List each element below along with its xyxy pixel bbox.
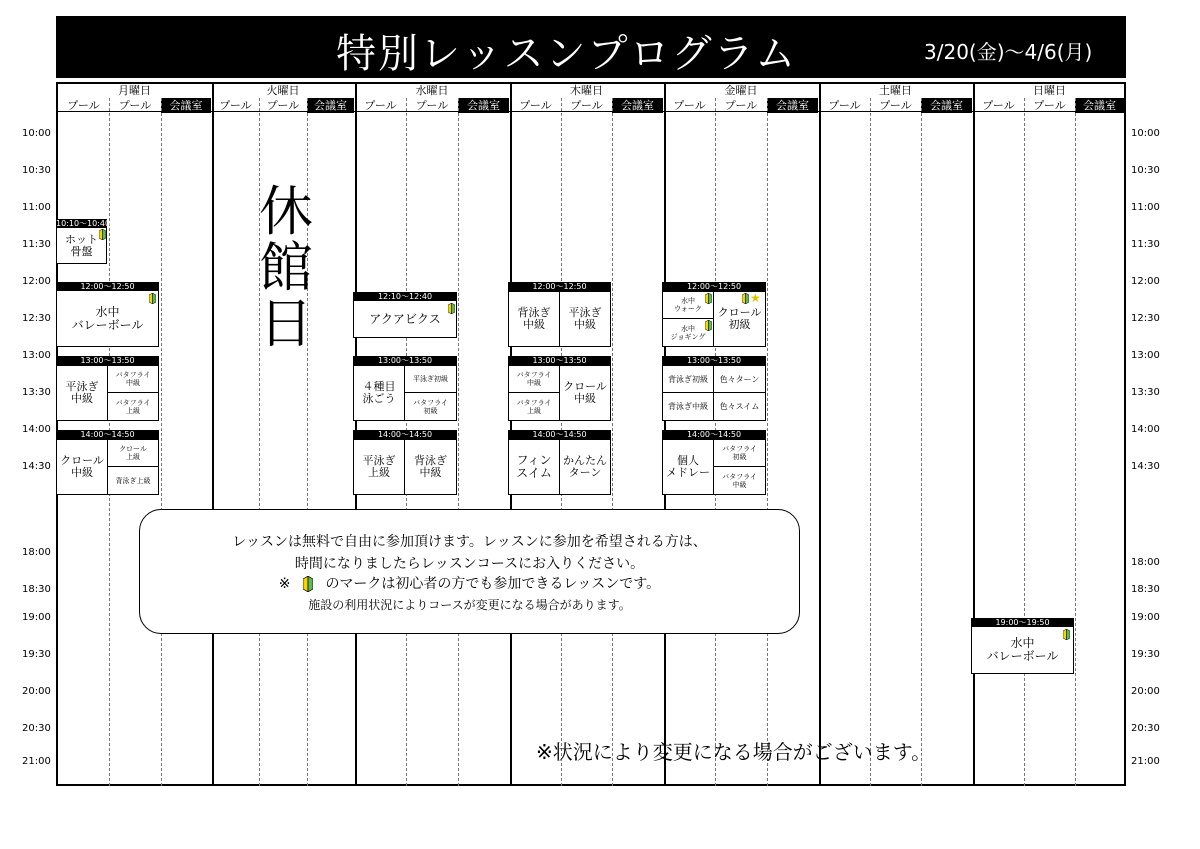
subheader-room: 会議室 [612, 98, 663, 113]
lesson-block[interactable] [353, 356, 457, 421]
time-label: 20:00 [1131, 686, 1160, 697]
subheader-room: 会議室 [921, 98, 972, 113]
lesson-name: バタフライ 初級 [404, 392, 457, 421]
lesson-name: クロール 初級 [713, 291, 766, 347]
closed-day-label [256, 180, 316, 355]
lesson-name: クロール 中級 [56, 439, 108, 495]
subheader-pool: プール [715, 98, 767, 113]
day-header-fri: 金曜日 [664, 84, 818, 99]
beginner-mark-icon [705, 320, 712, 331]
lesson-block[interactable] [56, 282, 159, 347]
time-label: 10:00 [1131, 128, 1160, 139]
lesson-name: バタフライ 上級 [508, 392, 560, 421]
sub-column-divider [1024, 98, 1025, 786]
lesson-time: 12:00～12:50 [508, 282, 611, 291]
closed-char: 日 [259, 292, 313, 355]
notice-line [140, 576, 799, 592]
subheader-pool: プール [870, 98, 921, 113]
lesson-block[interactable] [353, 430, 457, 495]
notice-line: 時間になりましたらレッスンコースにお入りください。 [294, 556, 645, 572]
notice-box [139, 509, 800, 634]
time-label: 21:00 [22, 756, 51, 767]
lesson-name: 背泳ぎ初級 [662, 365, 714, 393]
lesson-block[interactable] [353, 292, 457, 338]
notice-line: レッスンは無料で自由に参加頂けます。レッスンに参加を希望される方は、 [232, 534, 707, 550]
day-column-divider [819, 84, 821, 784]
time-label: 20:30 [1131, 723, 1160, 734]
time-label: 13:30 [1131, 387, 1160, 398]
time-label: 10:30 [1131, 165, 1160, 176]
subheader-room: 会議室 [458, 98, 509, 113]
lesson-time: 13:00～13:50 [56, 356, 159, 365]
lesson-time: 13:00～13:50 [662, 356, 766, 365]
lesson-name: 水中 ジョギング [662, 318, 714, 347]
lesson-name: 平泳ぎ 中級 [559, 291, 611, 347]
schedule-header [56, 16, 1126, 78]
subheader-pool: プール [1024, 98, 1075, 113]
lesson-name: 平泳ぎ初級 [404, 365, 457, 393]
lesson-name: バタフライ 中級 [713, 466, 766, 495]
time-label: 12:30 [22, 313, 51, 324]
closed-char: 館 [259, 236, 313, 299]
time-label: 14:00 [1131, 424, 1160, 435]
lesson-block[interactable] [508, 356, 611, 421]
time-label: 14:30 [1131, 461, 1160, 472]
time-label: 10:00 [22, 128, 51, 139]
time-label: 19:30 [1131, 649, 1160, 660]
time-label: 12:00 [22, 276, 51, 287]
lesson-name: バタフライ 上級 [107, 392, 159, 421]
beginner-mark-icon [303, 576, 313, 592]
time-label: 12:30 [1131, 313, 1160, 324]
time-label: 19:00 [22, 612, 51, 623]
lesson-block[interactable] [662, 430, 766, 495]
lesson-time: 12:00～12:50 [56, 282, 159, 291]
subheader-room: 会議室 [767, 98, 818, 113]
lesson-block[interactable] [508, 430, 611, 495]
lesson-name: バタフライ 中級 [508, 365, 560, 393]
date-range: 3/20(金)～4/6(月) [924, 40, 1093, 64]
header-divider [56, 111, 1126, 112]
day-header-thu: 木曜日 [510, 84, 663, 99]
time-label: 11:00 [1131, 202, 1160, 213]
time-label: 11:30 [1131, 239, 1160, 250]
subheader-pool: プール [355, 98, 406, 113]
time-label: 13:00 [1131, 350, 1160, 361]
lesson-time: 12:10～12:40 [353, 292, 457, 301]
lesson-time: 14:00～14:50 [508, 430, 611, 439]
lesson-name: 背泳ぎ 中級 [508, 291, 560, 347]
sub-column-divider [767, 98, 768, 786]
day-header-sun: 日曜日 [973, 84, 1126, 99]
lesson-name: クロール 上級 [107, 439, 159, 467]
subheader-pool: プール [664, 98, 715, 113]
notice-mark-prefix: ※ [278, 576, 291, 592]
subheader-pool: プール [973, 98, 1024, 113]
lesson-block[interactable] [56, 219, 111, 264]
time-label: 11:30 [22, 239, 51, 250]
lesson-block[interactable] [56, 356, 159, 421]
lesson-name: ホット 骨盤 [57, 228, 106, 263]
subheader-pool: プール [109, 98, 161, 113]
footer-note: ※状況により変更になる場合がございます。 [536, 740, 932, 764]
beginner-mark-icon [149, 293, 156, 304]
lesson-time: 13:00～13:50 [353, 356, 457, 365]
sub-column-divider [870, 98, 871, 786]
lesson-name: バタフライ 初級 [713, 439, 766, 467]
lesson-time: 10:10～10:40 [56, 219, 111, 228]
lesson-name: 水中 バレーボール [57, 291, 158, 346]
day-header-mon: 月曜日 [58, 84, 211, 99]
closed-char: 休 [259, 180, 313, 243]
day-column-divider [973, 84, 975, 784]
lesson-name: 水中 ウォーク [662, 291, 714, 319]
day-header-wed: 水曜日 [355, 84, 509, 99]
lesson-time: 14:00～14:50 [56, 430, 159, 439]
time-label: 21:00 [1131, 756, 1160, 767]
lesson-name: 背泳ぎ上級 [107, 466, 159, 495]
subheader-pool: プール [58, 98, 109, 113]
lesson-block[interactable] [971, 618, 1074, 674]
lesson-block[interactable] [508, 282, 611, 347]
sub-column-divider [612, 98, 613, 786]
time-label: 14:30 [22, 461, 51, 472]
lesson-name: ４種目 泳ごう [353, 365, 405, 421]
time-label: 18:30 [22, 584, 51, 595]
lesson-time: 14:00～14:50 [662, 430, 766, 439]
subheader-pool: プール [819, 98, 870, 113]
time-label: 14:00 [22, 424, 51, 435]
day-column-divider [212, 84, 214, 784]
lesson-name: かんたん ターン [559, 439, 611, 495]
lesson-name: クロール 中級 [559, 365, 611, 421]
time-label: 11:00 [22, 202, 51, 213]
time-label: 19:30 [22, 649, 51, 660]
lesson-name: 色々ターン [713, 365, 766, 393]
day-header-tue: 火曜日 [212, 84, 354, 99]
lesson-name: 背泳ぎ 中級 [404, 439, 457, 495]
time-label: 12:00 [1131, 276, 1160, 287]
lesson-name: 個人 メドレー [662, 439, 714, 495]
lesson-block[interactable] [662, 356, 766, 421]
time-label: 18:00 [1131, 557, 1160, 568]
page-title: 特別レッスンプログラム [336, 31, 798, 77]
lesson-name: 背泳ぎ中級 [662, 392, 714, 421]
star-icon: ★ [750, 291, 761, 305]
subheader-room: 会議室 [161, 98, 211, 113]
time-label: 19:00 [1131, 612, 1160, 623]
sub-column-divider [458, 98, 459, 786]
subheader-room: 会議室 [307, 98, 354, 113]
lesson-time: 13:00～13:50 [508, 356, 611, 365]
beginner-mark-icon [99, 229, 106, 240]
lesson-time: 14:00～14:50 [353, 430, 457, 439]
time-label: 18:00 [22, 547, 51, 558]
sub-column-divider [921, 98, 922, 786]
lesson-name: 平泳ぎ 中級 [56, 365, 108, 421]
lesson-name: バタフライ 中級 [107, 365, 159, 393]
subheader-pool: プール [406, 98, 458, 113]
beginner-mark-icon [742, 293, 749, 304]
lesson-block[interactable] [56, 430, 159, 495]
beginner-mark-icon [448, 303, 455, 314]
subheader-pool: プール [561, 98, 612, 113]
lesson-name: フィン スイム [508, 439, 560, 495]
subheader-room: 会議室 [1075, 98, 1124, 113]
beginner-mark-icon [1063, 629, 1070, 640]
beginner-mark-icon [705, 293, 712, 304]
time-label: 20:30 [22, 723, 51, 734]
lesson-name: 水中 バレーボール [972, 627, 1073, 673]
sub-column-divider [1075, 98, 1076, 786]
time-label: 10:30 [22, 165, 51, 176]
notice-line: 施設の利用状況によりコースが変更になる場合があります。 [308, 598, 631, 612]
time-label: 13:30 [22, 387, 51, 398]
notice-mark-text: のマークは初心者の方でも参加できるレッスンです。 [325, 576, 661, 592]
lesson-name: 平泳ぎ 上級 [353, 439, 405, 495]
subheader-pool: プール [212, 98, 259, 113]
sub-column-divider [161, 98, 162, 786]
lesson-time: 19:00～19:50 [971, 618, 1074, 627]
lesson-name: アクアビクス [354, 301, 456, 337]
time-label: 18:30 [1131, 584, 1160, 595]
day-header-sat: 土曜日 [819, 84, 972, 99]
lesson-time: 12:00～12:50 [662, 282, 766, 291]
time-label: 13:00 [22, 350, 51, 361]
subheader-pool: プール [259, 98, 307, 113]
lesson-name: 色々スイム [713, 392, 766, 421]
subheader-pool: プール [510, 98, 561, 113]
time-label: 20:00 [22, 686, 51, 697]
